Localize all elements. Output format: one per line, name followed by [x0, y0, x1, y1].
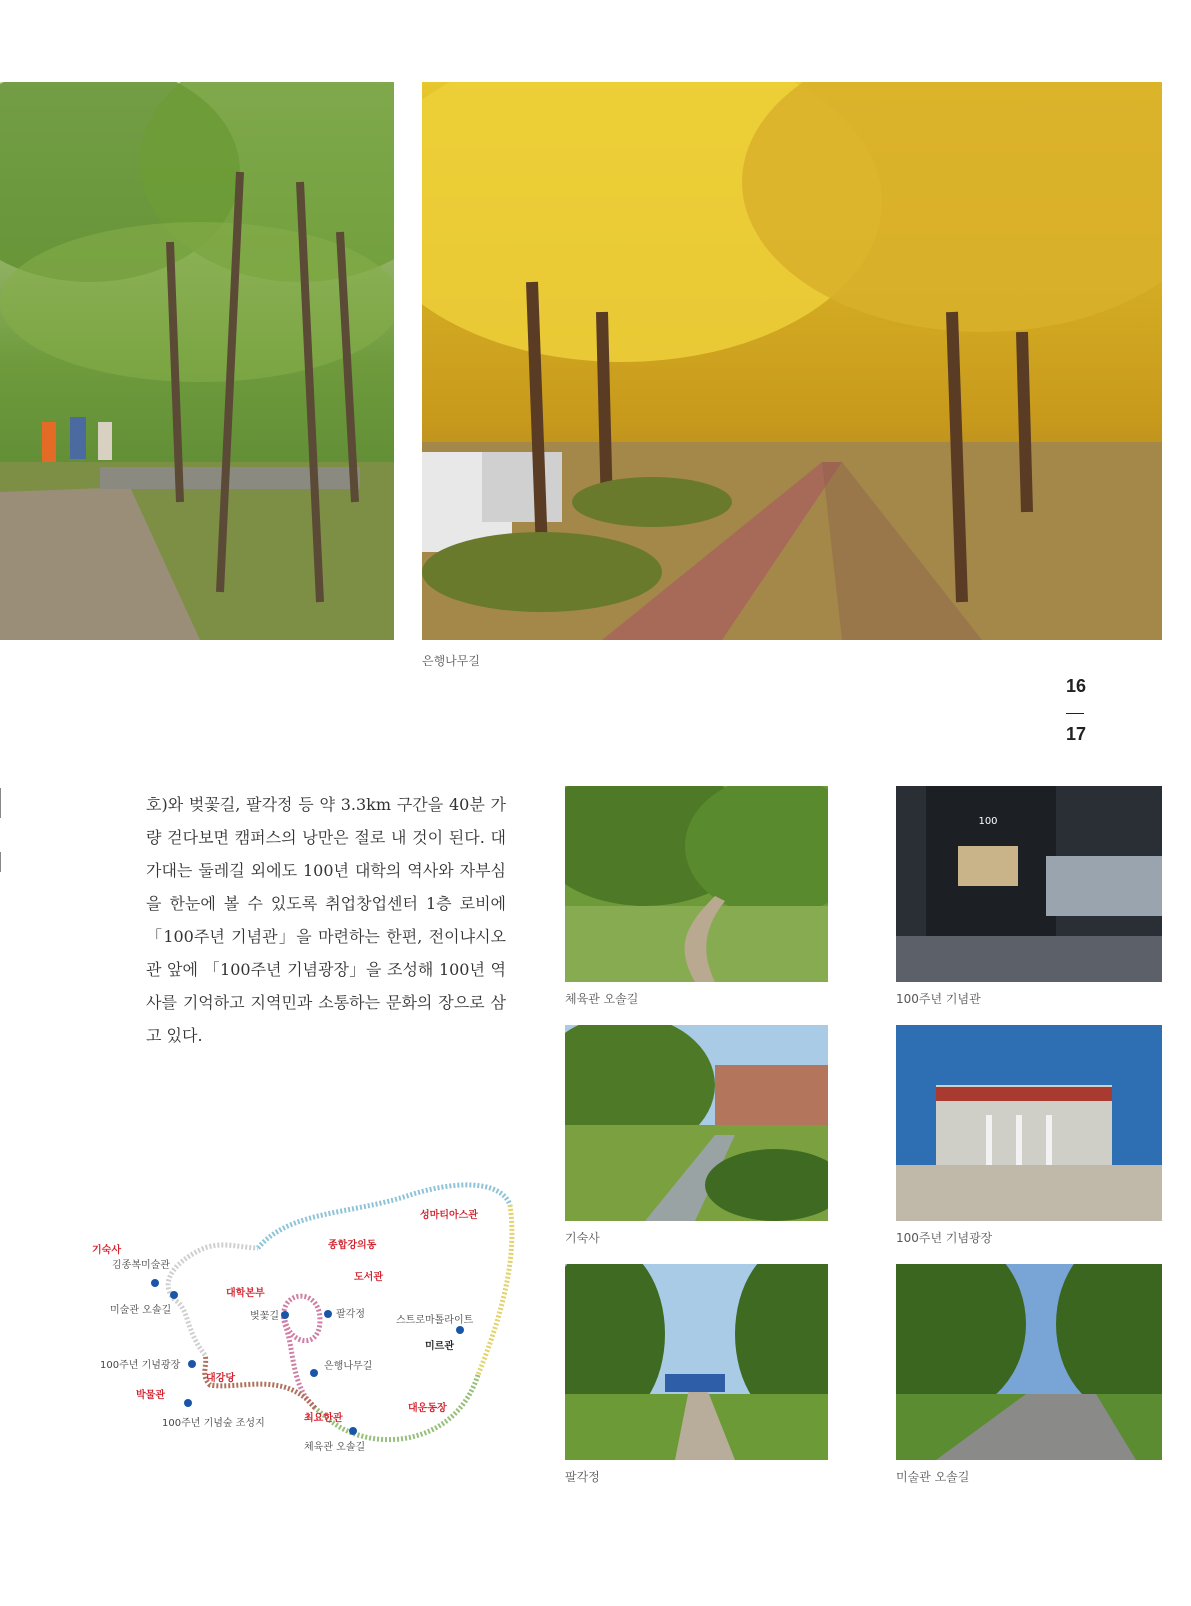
dormitory-photo: [565, 1025, 828, 1221]
map-point-label: 100주년 기념광장: [100, 1360, 181, 1371]
gallery-caption: 100주년 기념관: [896, 992, 981, 1006]
map-point-label: 100주년 기념숲 조성지: [162, 1418, 265, 1429]
map-point-label: 스트로마톨라이트: [396, 1315, 474, 1326]
map-building-label: 대학본부: [226, 1288, 265, 1299]
map-point-label: 미술관 오솔길: [110, 1305, 172, 1316]
edge-mark: [0, 852, 1, 872]
map-building-label: 대강당: [206, 1373, 235, 1384]
map-building-label: 최요한관: [304, 1413, 343, 1424]
map-building-label: 종합강의동: [328, 1240, 377, 1251]
map-marker-icon: [188, 1360, 196, 1368]
body-text: 호)와 벚꽃길, 팔각정 등 약 3.3km 구간을 40분 가량 걷다보면 캠퍼스의 낭만은 절로 내 것이 된다. 대가대는 둘레길 외에도 100년 대학의 역사와 자부심을 한눈에 볼 수 있도록 취업창업센터 1층 로비에 「100주년 기념관」을 마련하는 한편, 전이냐시오관 앞에 「100주년 기념광장」을 조성해 100년 역사를 기억하고 지역민과 소통하는 문화의 장으로 삼고 있다.: [146, 795, 506, 1045]
edge-mark: [0, 788, 1, 818]
gallery-caption: 100주년 기념광장: [896, 1231, 993, 1245]
route-pink: [284, 1296, 320, 1408]
svg-text:100: 100: [978, 816, 998, 827]
map-building-label: 대운동장: [408, 1403, 447, 1414]
map-building-label: 도서관: [354, 1272, 383, 1283]
route-yellow: [478, 1205, 512, 1375]
ginkgo-road-photo: [422, 82, 1162, 640]
map-marker-icon: [151, 1279, 159, 1287]
map-marker-icon: [281, 1311, 289, 1319]
gallery-caption: 미술관 오솔길: [896, 1470, 970, 1484]
map-point-label: 체육관 오솔길: [304, 1442, 366, 1453]
map-marker-icon: [310, 1369, 318, 1377]
ginkgo-road-caption: 은행나무길: [422, 654, 480, 668]
page-number-divider: [1066, 713, 1084, 714]
gallery-caption: 팔각정: [565, 1470, 600, 1484]
map-marker-icon: [456, 1326, 464, 1334]
map-building-label: 박물관: [136, 1390, 165, 1401]
map-point-label: 은행나무길: [324, 1361, 373, 1372]
map-marker-icon: [324, 1310, 332, 1318]
map-point-label: 김종복미술관: [112, 1260, 170, 1271]
map-marker-icon: [184, 1399, 192, 1407]
page-number-left: 16: [1066, 676, 1087, 696]
memorial-plaza-photo: [896, 1025, 1162, 1221]
map-building-label: 기숙사: [92, 1245, 121, 1256]
map-point-label: 팔각정: [336, 1309, 365, 1320]
art-museum-trail-photo: [896, 1264, 1162, 1460]
campus-map: [90, 1170, 530, 1470]
gallery-caption: 체육관 오솔길: [565, 992, 639, 1006]
map-point-label: 벚꽃길: [250, 1311, 279, 1322]
route-gray: [168, 1245, 258, 1355]
gym-trail-photo: [565, 786, 828, 982]
memorial-hall-photo: [896, 786, 1162, 982]
map-building-label: 성마티아스관: [420, 1210, 478, 1221]
gallery-caption: 기숙사: [565, 1231, 600, 1245]
map-marker-icon: [349, 1427, 357, 1435]
route-green: [315, 1375, 478, 1440]
map-marker-icon: [170, 1291, 178, 1299]
page-number-right: 17: [1066, 724, 1087, 744]
pavilion-photo: [565, 1264, 828, 1460]
map-building-label: 미르관: [425, 1341, 454, 1352]
walking-path-photo: [0, 82, 394, 640]
